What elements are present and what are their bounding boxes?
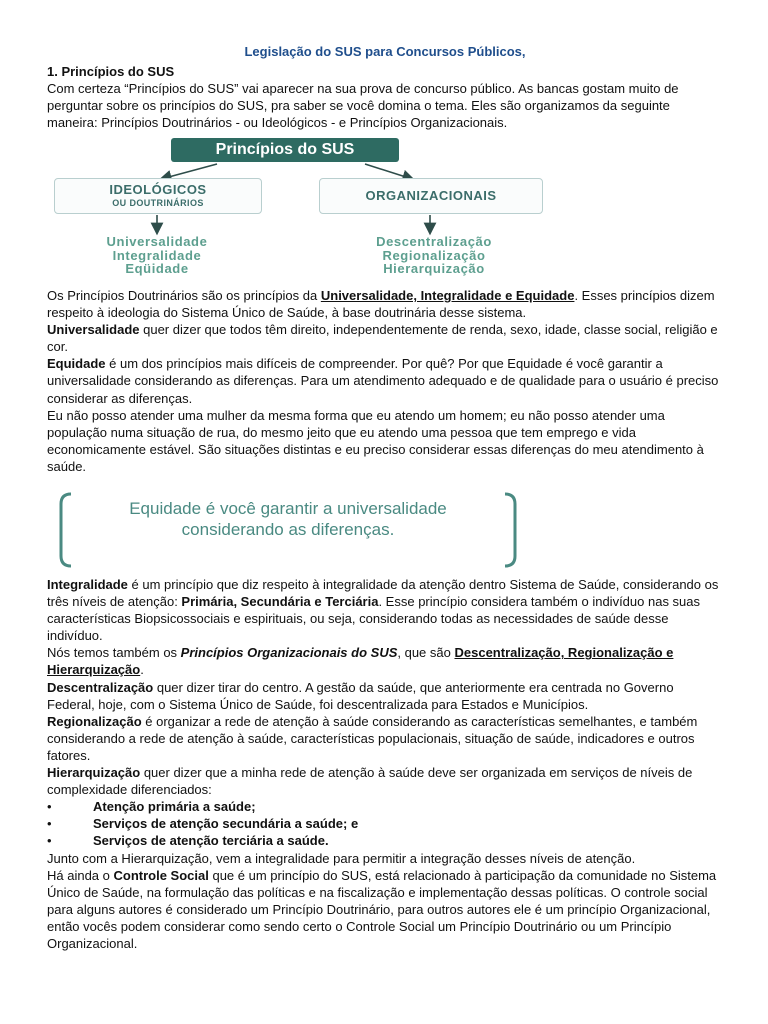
text: é organizar a rede de atenção à saúde considerando as características semelhantes, e também considerando a rede de atenção à saúde, características populacionais, situação de saúde, indicadores e outros fatores. bbox=[47, 713, 698, 763]
doutrinarios-list bbox=[59, 235, 255, 276]
diagram-root: Princípios do SUS bbox=[171, 138, 399, 162]
bullet-text: Serviços de atenção terciária a saúde. bbox=[93, 833, 329, 849]
paragraph-universalidade bbox=[47, 321, 723, 355]
paragraph-regionalizacao bbox=[47, 713, 723, 764]
section-principios bbox=[47, 63, 723, 131]
text: . Esses princípios dizem respeito à ideologia do Sistema Único de Saúde, à base doutrinária desse sistema. bbox=[47, 288, 715, 321]
levels-list bbox=[47, 798, 723, 849]
list-item: Universalidade bbox=[106, 234, 208, 249]
text: quer dizer tirar do centro. A gestão da saúde, que anteriormente era centrada no Governo Federal, hoje, com o Sistema Único de Saúde, foi descentralizada para Estados e Municípios. bbox=[47, 679, 674, 712]
paragraph-doutrinarios bbox=[47, 287, 723, 321]
list-item: Eqüidade bbox=[125, 261, 189, 276]
bullet-icon: • bbox=[47, 816, 52, 832]
paragraph-integralidade bbox=[47, 576, 723, 644]
list-item: Descentralização bbox=[376, 234, 492, 249]
principles-diagram bbox=[47, 134, 567, 280]
text: , que são bbox=[397, 645, 455, 661]
paragraph-descentralizacao bbox=[47, 679, 723, 713]
list-item bbox=[47, 832, 723, 849]
text: Há ainda o bbox=[47, 867, 114, 883]
section-heading: 1. Princípios do SUS bbox=[47, 64, 175, 79]
list-item bbox=[47, 815, 723, 832]
text: é um dos princípios mais difíceis de compreender. Por quê? Por que Equidade é você garantir a universalidade considerando as diferenças. Para um atendimento adequado e de qualidade para o usuário é preciso considerar as diferenças. bbox=[47, 356, 719, 406]
text: Nós temos também os bbox=[47, 645, 181, 661]
document-title: Legislação do SUS para Concursos Públicos, bbox=[244, 44, 526, 59]
underlined-terms: Descentralização, Regionalização e Hierarquização bbox=[47, 645, 674, 678]
quote-box bbox=[57, 490, 519, 570]
term: Descentralização bbox=[47, 679, 154, 695]
underlined-terms: Universalidade, Integralidade e Equidade bbox=[320, 288, 575, 303]
paragraph-hierarquizacao bbox=[47, 764, 723, 798]
list-item bbox=[47, 798, 723, 815]
paragraph-integracao: Junto com a Hierarquização, vem a integralidade para permitir a integração desses níveis de atenção. bbox=[47, 850, 636, 866]
organizacionais-box: ORGANIZACIONAIS bbox=[319, 178, 543, 214]
bullet-icon: • bbox=[47, 833, 52, 849]
intro-paragraph: Com certeza “Princípios do SUS” vai aparecer na sua prova de concurso público. As bancas gostam muito de perguntar sobre os princípios do SUS, pra saber se você domina o tema. Eles são organizamos da seguinte maneira: Princípios Doutrinários - ou Ideológicos - e Princípios Organizacionais. bbox=[47, 81, 679, 131]
text: quer dizer que a minha rede de atenção à saúde deve ser organizada em serviços de níveis de complexidade diferenciados: bbox=[47, 765, 693, 798]
italic-term: Princípios Organizacionais do SUS bbox=[180, 645, 398, 661]
levels: Primária, Secundária e Terciária bbox=[181, 594, 379, 610]
bullet-text: Atenção primária a saúde; bbox=[93, 799, 256, 815]
text: que é um princípio do SUS, está relacionado à participação da comunidade no Sistema Único de Saúde, na formulação das políticas e na fiscalização e implementação dessas políticas. O controle social para alguns autores é considerado um Princípio Doutrinário, para outros autores ele é um princípio Organizacional, então vocês podem considerar como sendo certo o Controle Social um Princípio Doutrinário ou um Princípio Organizacional. bbox=[47, 867, 717, 951]
term: Controle Social bbox=[113, 867, 209, 883]
text: . bbox=[140, 662, 144, 678]
arrow-right bbox=[365, 164, 409, 178]
term: Regionalização bbox=[47, 713, 142, 729]
text: é um princípio que diz respeito à integralidade da atenção dentro Sistema de Saúde, considerando os três níveis de atenção: bbox=[47, 577, 719, 610]
body-section-3 bbox=[47, 576, 723, 952]
ideologicos-box bbox=[54, 178, 262, 214]
list-item: Hierarquização bbox=[383, 261, 485, 276]
paragraph-controle-social bbox=[47, 867, 723, 952]
term: Universalidade bbox=[47, 322, 140, 338]
doutrinarios-label: OU DOUTRINÁRIOS bbox=[112, 198, 204, 208]
term: Hierarquização bbox=[47, 765, 141, 781]
text: Os Princípios Doutrinários são os princípios da bbox=[47, 288, 321, 303]
bullet-text: Serviços de atenção secundária a saúde; e bbox=[93, 816, 359, 832]
bullet-icon: • bbox=[47, 799, 52, 815]
paragraph-equidade bbox=[47, 355, 723, 406]
term: Equidade bbox=[47, 356, 106, 372]
list-item: Regionalização bbox=[382, 247, 486, 263]
paragraph-exemplo: Eu não posso atender uma mulher da mesma forma que eu atendo um homem; eu não posso atender uma população numa situação de rua, do mesmo jeito que eu atendo uma pessoa que tem emprego e vida economicamente estável. São situações distintas e eu preciso considerar essas diferenças do meu atendimento à saúde. bbox=[47, 407, 704, 474]
quote-text: Equidade é você garantir a universalidade considerando as diferenças. bbox=[129, 499, 447, 539]
arrow-left bbox=[165, 164, 217, 178]
organizacionais-list bbox=[331, 235, 537, 276]
body-section-2 bbox=[47, 287, 723, 475]
term: Integralidade bbox=[47, 577, 128, 592]
text: . Esse princípio considera também o indivíduo nas suas características Biopsicossociais e espirituais, ou seja, considerando todas as necessidades de saúde desse indivíduo. bbox=[47, 594, 701, 644]
text: quer dizer que todos têm direito, independentemente de renda, sexo, idade, classe social, religião e cor. bbox=[47, 322, 718, 355]
ideologicos-label: IDEOLÓGICOS bbox=[109, 182, 207, 197]
list-item: Integralidade bbox=[112, 247, 202, 263]
paragraph-organizacionais bbox=[47, 644, 723, 678]
